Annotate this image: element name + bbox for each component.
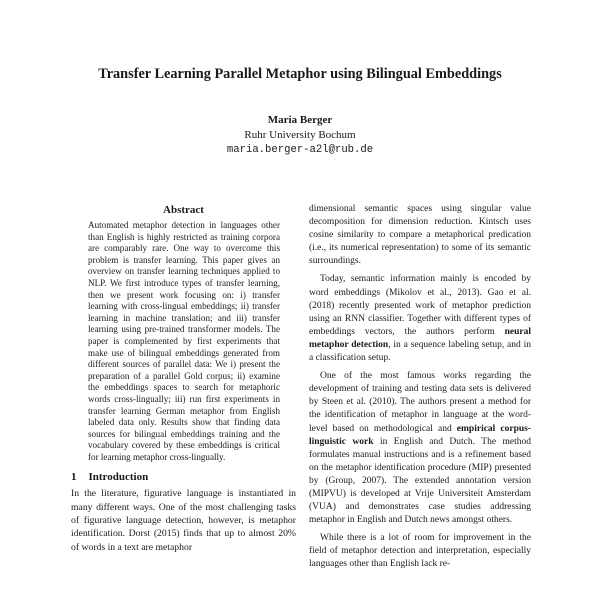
p2-text-a: Today, semantic information mainly is encoded by word embeddings (Mikolov et al., 2013). Gao et al. (2018) recently presented work of metaphor prediction using an RNN classifier. Together with different types of embeddings vectors, the authors perform (309, 274, 531, 337)
author-email[interactable]: maria.berger-a2l@rub.de (226, 144, 374, 156)
right-paragraph-4: While there is a lot of room for improvement in the field of metaphor detection and interpretation, especially languages other than English lack re- (309, 533, 531, 570)
p2-bold-term: neural metaphor detection (309, 326, 531, 350)
p2-text-b: , in a sequence labeling setup, and in a classification setup. (309, 339, 531, 364)
p3-text-b: in English and Dutch. The method formulates manual instructions and is a refinement based on the metaphor identification procedure (MIP) presented by (Group, 2007). The extended annotation version (MIPVU) is developed at Vrije Universiteit Amsterdam (VUA) and demonstrates case studies addressing metaphor in English and Dutch news amongst others. (309, 436, 532, 526)
right-paragraph-3 (309, 370, 531, 527)
author-block (0, 113, 600, 158)
section-heading-introduction (71, 471, 296, 483)
p3-text-a: One of the most famous works regarding the development of training and testing data sets is delivered by Steen et al. (2010). The authors present a method for the identification of metaphor in language at the word-level based on methodological and (309, 371, 531, 434)
right-paragraph-1: dimensional semantic spaces using singular value decomposition for dimension reduction. Kintsch uses cosine similarity to compare a metaphorical predication (i.e., its numerical representation) to some of its semantic surroundings. (309, 204, 531, 267)
section-number: 1 (71, 471, 77, 484)
abstract-heading: Abstract (163, 204, 204, 216)
paper-title: Transfer Learning Parallel Metaphor using Bilingual Embeddings (98, 66, 502, 82)
section-title: Introduction (88, 471, 149, 484)
abstract-text: Automated metaphor detection in languages other than English is highly restricted as training corpora are comparably rare. One way to overcome this problem is transfer learning. This paper gives an overview on transfer learning techniques applied to NLP. We first introduce types of transfer learning, then we present work focusing on: i) transfer learning with cross-lingual embeddings; ii) transfer learning in machine translation; and iii) transfer learning using pre-trained transformer models. The paper is complemented by first experiments that make use of bilingual embeddings generated from different sources of parallel data: We i) present the preparation of a parallel Gold corpus; ii) examine the embeddings spaces to search for metaphoric words cross-lingually; iii) run first experiments in transfer learning German metaphor from English labeled data only. Results show that finding data sources for bilingual embeddings training and the vocabulary covered by these embeddings is critical for learning metaphor cross-lingually. (88, 220, 280, 462)
right-paragraph-2 (309, 273, 531, 365)
author-name: Maria Berger (267, 114, 333, 126)
author-affiliation: Ruhr University Bochum (244, 129, 356, 141)
p3-bold-term: empirical corpus-linguistic work (309, 423, 531, 447)
intro-paragraph: In the literature, figurative language is instantiated in many different ways. One of the most challenging tasks of figurative language detection, however, is metaphor identification. Dorst (2015) finds that up to almost 20% of words in a text are metaphor (71, 488, 296, 553)
right-column (309, 203, 531, 577)
left-column (71, 203, 296, 554)
